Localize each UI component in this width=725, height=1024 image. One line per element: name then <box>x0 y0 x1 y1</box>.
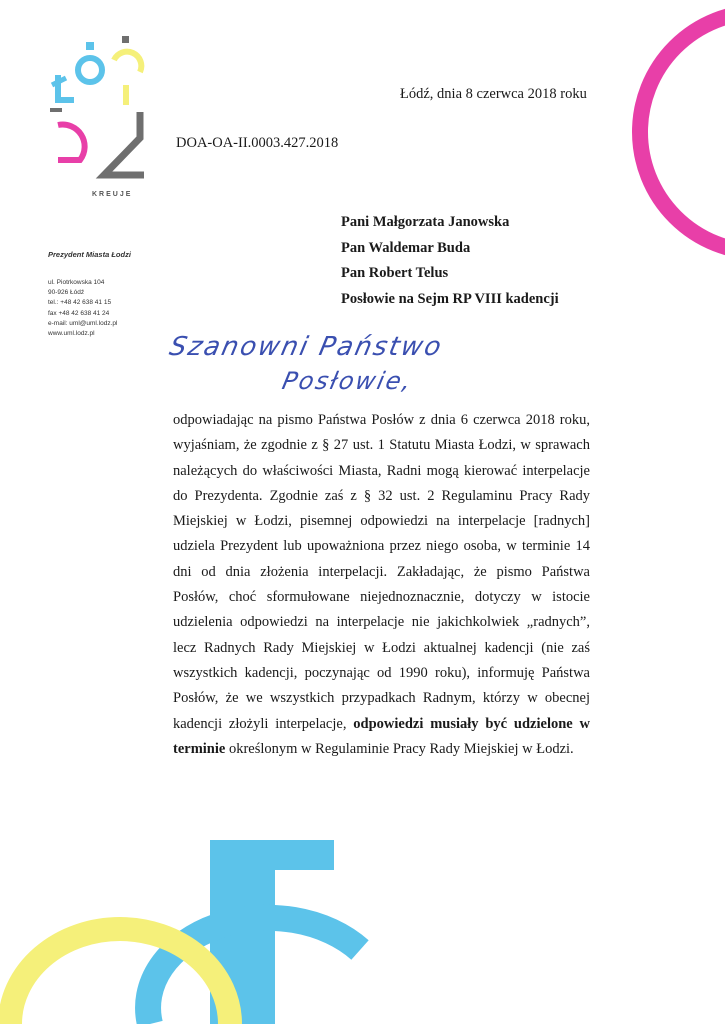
cyan-bracket-decoration <box>210 840 334 1024</box>
recipient-line: Pan Waldemar Buda <box>341 239 471 256</box>
body-bold-phrase: odpowiedzi musiały być udzielone w terminie <box>173 715 591 757</box>
recipient-line: Pan Robert Telus <box>341 265 449 281</box>
body-text-part-1: odpowiadając na pismo Państwa Posłów z dnia 6 czerwca 2018 roku, wyjaśniam, że zgodnie z § 27 ust. 1 Statutu Miasta Łodzi, w sprawach należących do właściwości Miasta, Radni mogą kierować interpelacje do Prezydenta. Zgodnie zaś z § 32 ust. 2 Regulaminu Pracy Rady Miejskiej w Łodzi, pisemnej odpowiedzi na interpelacje [radnych] udziela Prezydent lub upoważniona przez niego osoba, w terminie 14 dni od dnia złożenia interpelacji. Zakładając, że pismo Państwa Posłów, choć sformułowane niejednoznacznie, dotyczy w istocie udzielenia odpowiedzi na interpelacje nie jakichkolwiek „radnych”, lecz Radnych Rady Miejskiej w Łodzi aktualnej kadencji (nie zaś wszystkich kadencji, poczynając od 1990 roku), informuję Państwa Posłów, że we wszystkich przypadkach Radnym, którzy w obecnej kadencji złożyli interpelacje, <box>173 412 590 732</box>
salutation-line-2: Posłowie, <box>279 366 416 395</box>
handwritten-salutation <box>165 323 525 398</box>
office-title: Prezydent Miasta Łodzi <box>48 250 131 259</box>
recipients-block <box>341 210 559 312</box>
date-line: Łódź, dnia 8 czerwca 2018 roku <box>400 86 587 102</box>
lodz-logo <box>44 30 154 205</box>
contact-line: ul. Piotrkowska 104 <box>48 279 105 286</box>
body-text-part-2: określonym w Regulaminie Pracy Rady Miejskiej w Łodzi. <box>228 740 574 757</box>
yellow-arc-decoration <box>10 929 230 1024</box>
cyan-arc-decoration <box>148 918 360 1024</box>
recipient-line: Posłowie na Sejm RP VIII kadencji <box>341 290 559 307</box>
letter-body <box>173 408 590 762</box>
contact-block <box>48 278 117 339</box>
logo-caption: KREUJE <box>92 191 133 198</box>
contact-line: www.uml.lodz.pl <box>48 330 95 338</box>
contact-line: fax +48 42 638 41 24 <box>48 309 110 317</box>
magenta-arc-decoration <box>640 12 725 252</box>
recipient-line: Pani Małgorzata Janowska <box>341 214 510 230</box>
salutation-line-1: Szanowni Państwo <box>166 332 446 362</box>
reference-number: DOA-OA-II.0003.427.2018 <box>176 135 339 151</box>
contact-line: tel.: +48 42 638 41 15 <box>48 299 112 307</box>
contact-line: e-mail: uml@uml.lodz.pl <box>48 319 118 327</box>
contact-line: 90-926 Łódź <box>48 289 85 297</box>
